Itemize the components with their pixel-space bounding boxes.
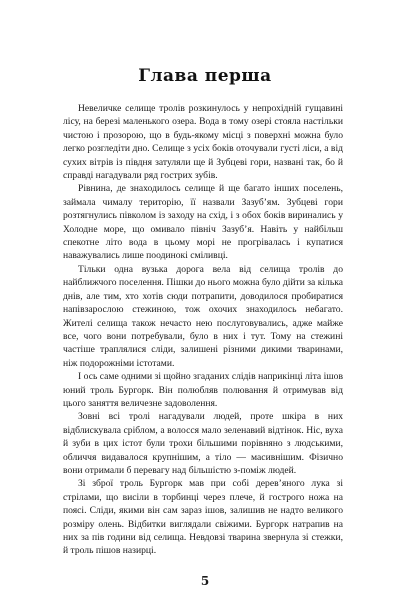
page-number: 5: [200, 574, 210, 588]
paragraph: Рівнина, де знаходилось селище й ще багато інших поселень, займала чималу територію, її назвали Зазуб’ям. Зубцеві гори розтягнулись півколом із заходу на схід, і з обох боків виринались у Холодне море, що омивало північ Зазуб’я. Навіть у найбільш спекотне літо вода в цьому морі не прогрівалась і купатися наважувались лише поодинокі сміливці.: [63, 183, 343, 262]
paragraph: Тільки одна вузька дорога вела від селища тролів до найближчого поселення. Пішки до нього можна було дійти за кілька днів, але тим, хто хотів сюди потрапити, доводилося пробиратися напівзарослою стежиною, тож охочих знаходилось небагато. Жителі селища також нечасто нею послуговувались, адже майже все, чого вони потребували, було в них і тут. Тому на стежині частіше траплялися сліди, залишені різними дикими тваринами, ніж подорожніми істотами.: [63, 263, 343, 369]
paragraph: Невеличке селище тролів розкинулось у непрохідній гущавині лісу, на березі маленького озера. Вода в тому озері стояла настільки чистою і прозорою, що в будь-якому місці з поверхні можна було легко розгледіти дно. Селище з усіх боків оточували густі ліси, а від сухих вітрів із півдня затуляли ще й Зубцеві гори, названі так, бо й справді нагадували ряд гострих зубів.: [63, 103, 343, 182]
paragraph: Зовні всі тролі нагадували людей, проте шкіра в них відблискувала сріблом, а волосся мало зеленавий відтінок. Ніс, вуха й зуби в цих істот були трохи більшими порівняно з людськими, обличчя видавалося крупнішим, а тіло — масивнішим. Фізично вони отримали б перевагу над більшістю з-поміж людей.: [63, 411, 343, 476]
paragraph: Зі зброї троль Бургорк мав при собі дерев’яного лука зі стрілами, що висіли в торбинці через плече, й гострого ножа на поясі. Сліди, якими він сам зараз ішов, залишив не надто великого розміру олень. Відбитки виглядали свіжими. Бургорк натрапив на них за пів години від селища. Невдовзі тварина звернула зі стежки, й троль пішов назирці.: [63, 478, 343, 557]
paragraph: І ось саме одними зі щойно згаданих слідів наприкінці літа ішов юний троль Бургорк. Він полюбляв полювання й отримував від цього заняття величезне задоволення.: [63, 371, 343, 409]
chapter-body: [63, 102, 343, 558]
chapter-title: Глава перша: [138, 66, 272, 86]
